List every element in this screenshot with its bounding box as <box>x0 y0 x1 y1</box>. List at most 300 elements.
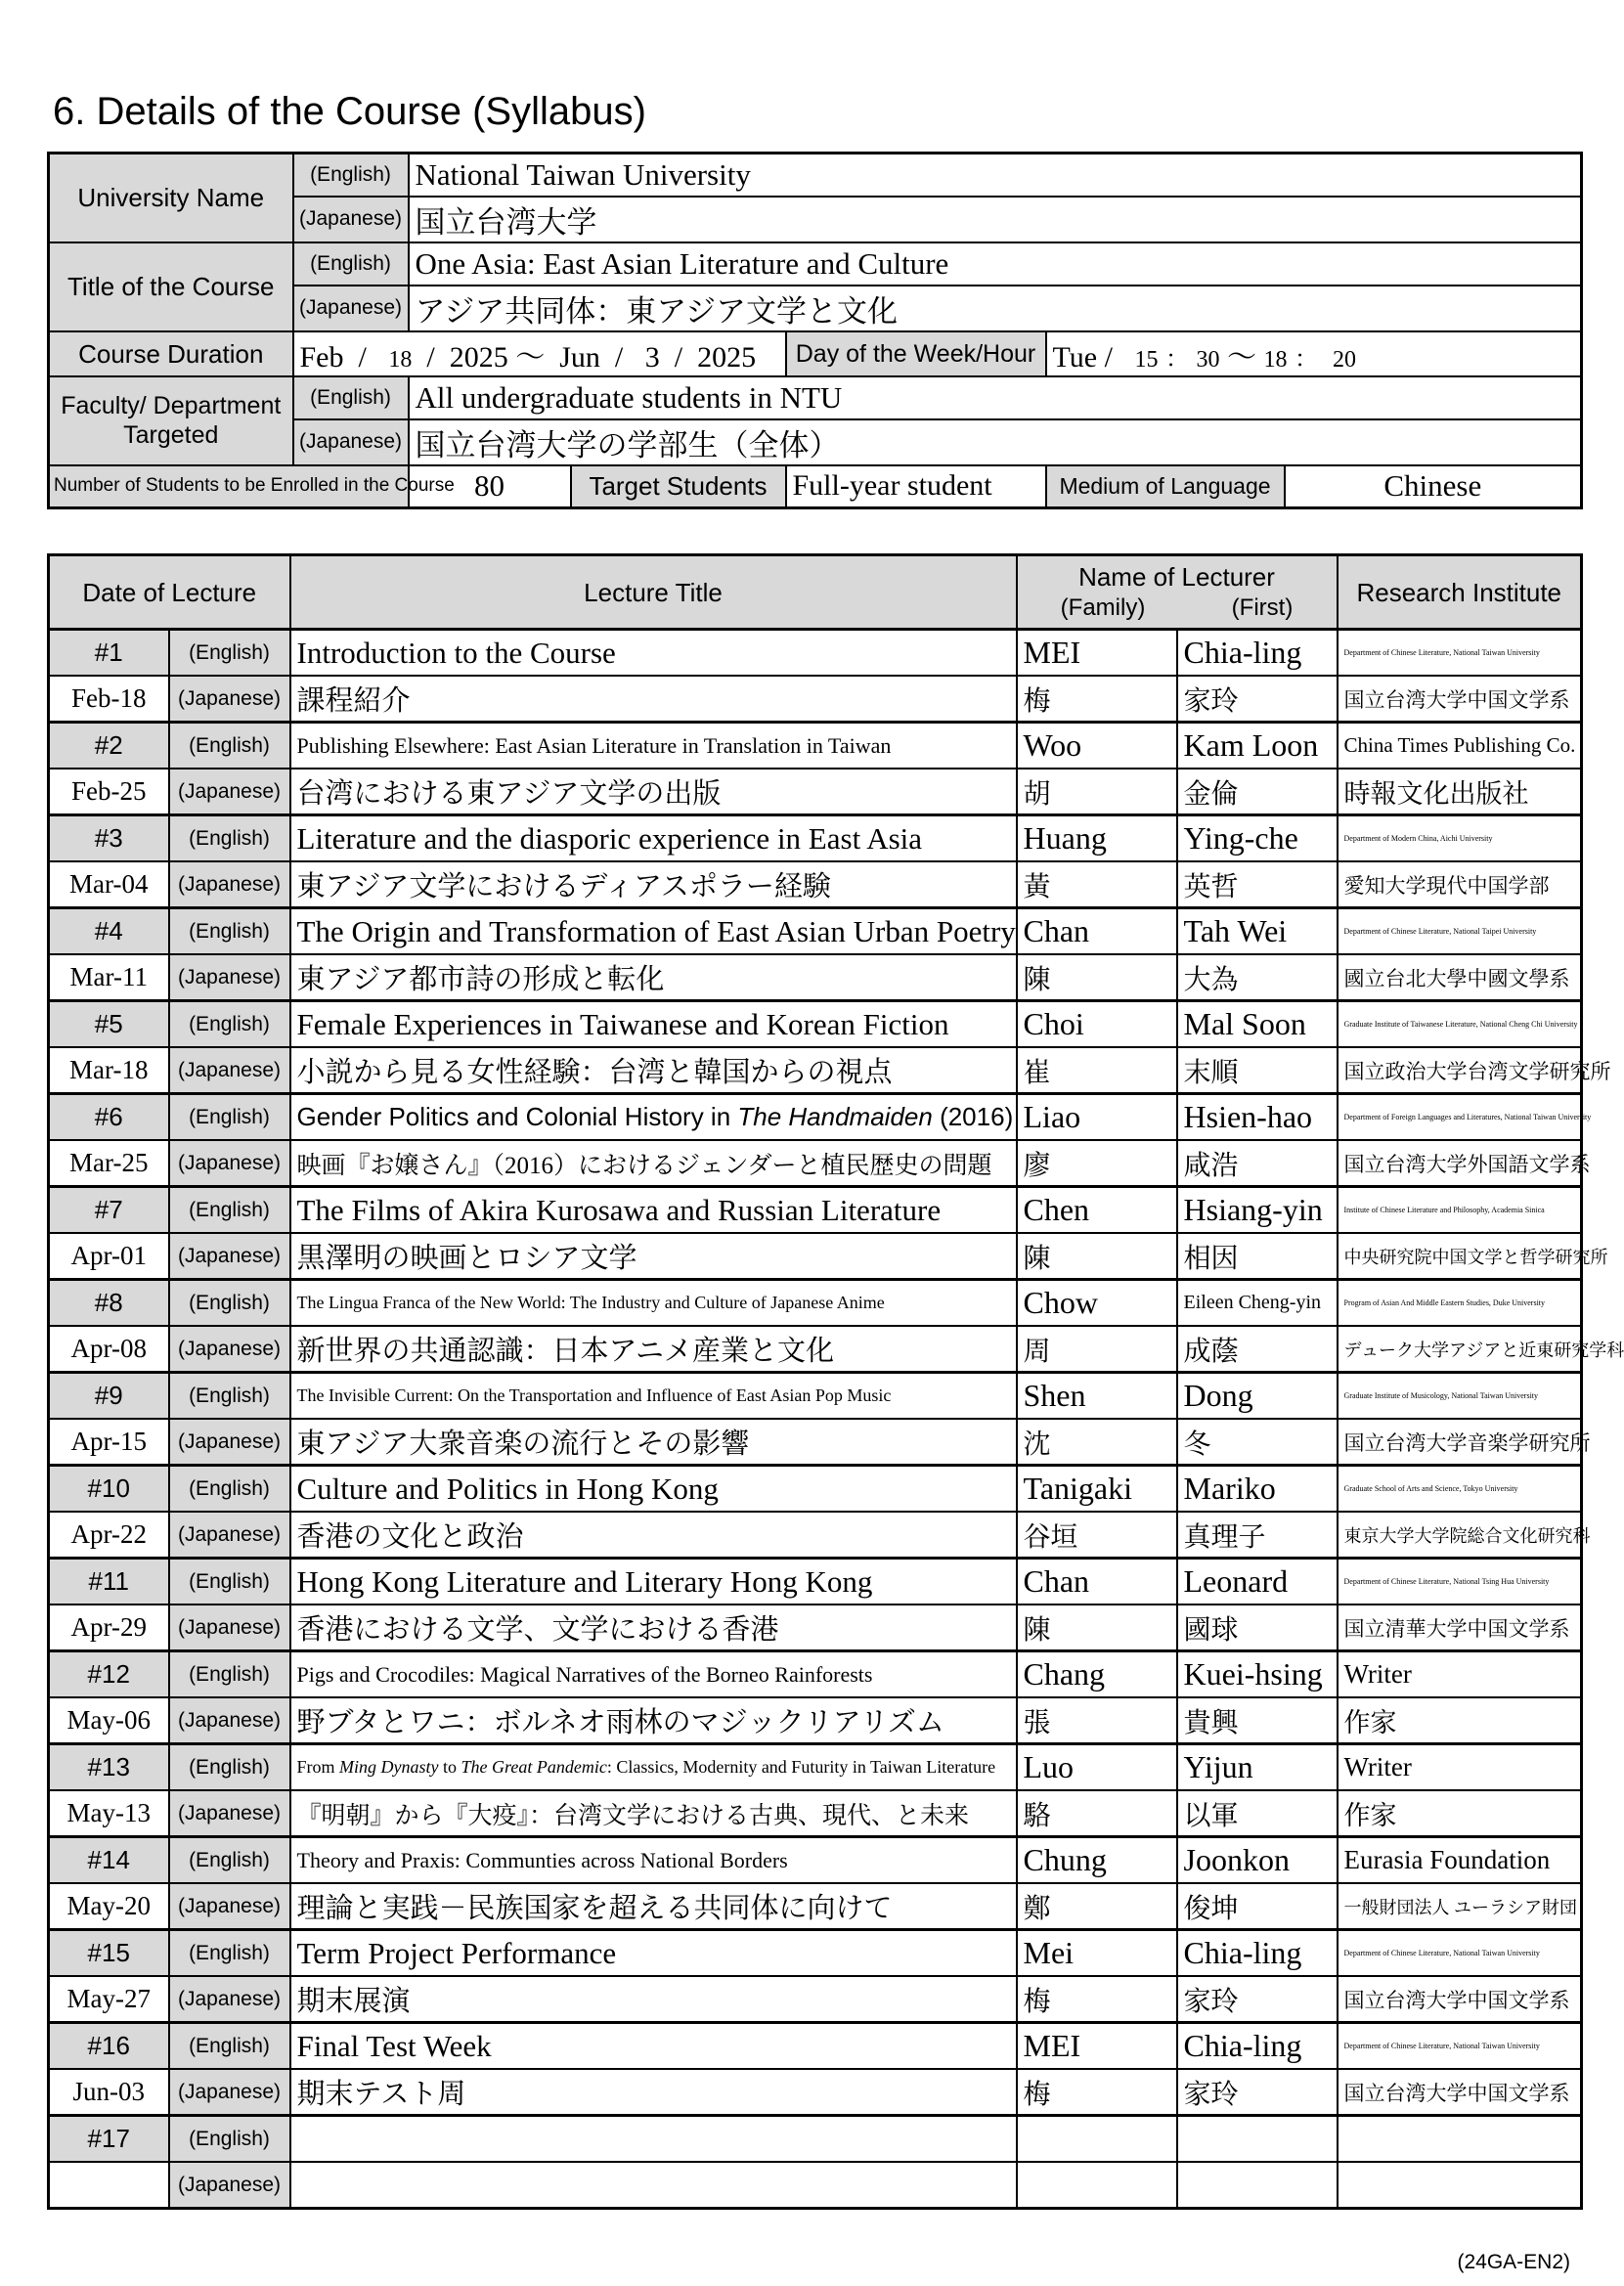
lecturer-first-jp: 大為 <box>1177 954 1338 1001</box>
lecture-title-en: The Invisible Current: On the Transportation and Influence of East Asian Pop Music <box>290 1373 1017 1420</box>
lecture-row-japanese <box>49 1697 1582 1744</box>
lecturer-family-jp: 谷垣 <box>1017 1512 1177 1559</box>
target-students-value: Full-year student <box>786 465 1046 508</box>
institute-jp: 時報文化出版社 <box>1338 769 1582 815</box>
lecture-date: May-06 <box>49 1697 169 1744</box>
lecture-row-english <box>49 1559 1582 1605</box>
lecture-number: #5 <box>49 1001 169 1048</box>
separator: / <box>1104 340 1113 374</box>
lecturer-first-jp: 相因 <box>1177 1233 1338 1280</box>
institute-jp: 国立清華大学中国文学系 <box>1338 1605 1582 1651</box>
lecture-row-japanese <box>49 1976 1582 2023</box>
lecturer-family-en: Choi <box>1017 1001 1177 1048</box>
institute-en: Department of Chinese Literature, National Taipei University <box>1338 908 1582 955</box>
lecture-number: #12 <box>49 1651 169 1698</box>
title-part: (2016) <box>932 1102 1014 1131</box>
university-name-jp: 国立台湾大学 <box>409 197 1582 242</box>
institute-en: Department of Chinese Literature, National Taiwan University <box>1338 1930 1582 1977</box>
lang-english: (English) <box>169 1094 290 1141</box>
lecture-title-en <box>290 1744 1017 1791</box>
institute-en: Writer <box>1338 1744 1582 1791</box>
lecturer-family-en: Chow <box>1017 1280 1177 1327</box>
lecture-row-japanese <box>49 861 1582 908</box>
lecturer-first-jp: 成蔭 <box>1177 1326 1338 1373</box>
lecture-date: Apr-29 <box>49 1605 169 1651</box>
medium-of-language-value: Chinese <box>1285 465 1582 508</box>
lecture-row-japanese <box>49 1512 1582 1559</box>
lang-english: (English) <box>169 1466 290 1513</box>
lang-japanese: (Japanese) <box>169 1326 290 1373</box>
lecture-row-english <box>49 1187 1582 1234</box>
lang-japanese: (Japanese) <box>169 861 290 908</box>
lang-japanese: (Japanese) <box>169 1419 290 1466</box>
lecture-number: #8 <box>49 1280 169 1327</box>
lecture-title-jp: 課程紹介 <box>290 676 1017 723</box>
institute-en: China Times Publishing Co. <box>1338 723 1582 769</box>
institute-en: Eurasia Foundation <box>1338 1837 1582 1884</box>
day: Tue <box>1052 340 1098 374</box>
lecture-title-jp: 新世界の共通認識：日本アニメ産業と文化 <box>290 1326 1017 1373</box>
lecture-title-en: Introduction to the Course <box>290 630 1017 677</box>
num-students-label: Number of Students to be Enrolled in the Course <box>49 465 409 508</box>
day-of-week-label: Day of the Week/Hour <box>786 331 1046 376</box>
lecture-date: Mar-11 <box>49 954 169 1001</box>
end-hour: 18 <box>1263 346 1288 373</box>
lecture-title-en: Hong Kong Literature and Literary Hong Kong <box>290 1559 1017 1605</box>
lecturer-first-jp: 家玲 <box>1177 2069 1338 2116</box>
lecturer-first-en: Kam Loon <box>1177 723 1338 769</box>
end-day: 3 <box>644 340 660 374</box>
lang-english: (English) <box>169 1930 290 1977</box>
lecture-row-english <box>49 1837 1582 1884</box>
lecturer-family-en: Chan <box>1017 908 1177 955</box>
course-title-label: Title of the Course <box>49 242 293 331</box>
lecturer-first-en: Chia-ling <box>1177 1930 1338 1977</box>
institute-jp: 作家 <box>1338 1697 1582 1744</box>
faculty-label: Faculty/ Department Targeted <box>49 376 293 465</box>
lang-english: (English) <box>169 1651 290 1698</box>
institute-jp: 国立台湾大学中国文学系 <box>1338 2069 1582 2116</box>
lang-english: (English) <box>169 630 290 677</box>
lecture-row-english <box>49 908 1582 955</box>
lecturer-family-jp: 陳 <box>1017 954 1177 1001</box>
lecturer-family-en: Huang <box>1017 815 1177 862</box>
lang-english: (English) <box>169 1001 290 1048</box>
lang-english: (English) <box>169 2023 290 2070</box>
lang-japanese: (Japanese) <box>169 2162 290 2209</box>
institute-jp: 東京大学大学院総合文化研究科 <box>1338 1512 1582 1559</box>
lang-english: (English) <box>169 723 290 769</box>
lecture-title-en: Theory and Praxis: Communties across National Borders <box>290 1837 1017 1884</box>
start-month: Feb <box>299 340 344 374</box>
institute-jp: 国立台湾大学中国文学系 <box>1338 676 1582 723</box>
lecture-row-english <box>49 815 1582 862</box>
lang-english: (English) <box>293 154 409 197</box>
title-part: to <box>438 1757 461 1777</box>
tilde: ～ <box>515 340 546 374</box>
title-part: From <box>296 1757 340 1777</box>
separator: / <box>426 340 435 374</box>
lecturer-family-jp: 沈 <box>1017 1419 1177 1466</box>
lang-english: (English) <box>169 1187 290 1234</box>
institute-en: Department of Foreign Languages and Literatures, National Taiwan University <box>1338 1094 1582 1141</box>
lang-japanese: (Japanese) <box>169 1976 290 2023</box>
lecture-title-jp: 『明朝』から『大疫』：台湾文学における古典、現代、と未来 <box>290 1790 1017 1837</box>
header-date: Date of Lecture <box>49 555 290 630</box>
lecture-title-en: Literature and the diasporic experience in East Asia <box>290 815 1017 862</box>
institute-en: Department of Modern China, Aichi University <box>1338 815 1582 862</box>
lecturer-family-en: Luo <box>1017 1744 1177 1791</box>
lecturer-first-en: Mariko <box>1177 1466 1338 1513</box>
header-family: (Family) <box>1060 593 1146 621</box>
institute-en: Program of Asian And Middle Eastern Studies, Duke University <box>1338 1280 1582 1327</box>
lecture-row-japanese <box>49 1419 1582 1466</box>
course-duration-label: Course Duration <box>49 331 293 376</box>
lecture-title-en: The Origin and Transformation of East Asian Urban Poetry <box>290 908 1017 955</box>
lecturer-family-jp: 鄭 <box>1017 1883 1177 1930</box>
lecture-number: #16 <box>49 2023 169 2070</box>
lang-english: (English) <box>293 376 409 419</box>
lecturer-family-en: Woo <box>1017 723 1177 769</box>
lecture-title-jp: 香港における文学、文学における香港 <box>290 1605 1017 1651</box>
end-month: Jun <box>559 340 600 374</box>
lecturer-first-jp: 金倫 <box>1177 769 1338 815</box>
lecturer-first-jp: 末順 <box>1177 1047 1338 1094</box>
lecturer-family-jp: 周 <box>1017 1326 1177 1373</box>
lang-english: (English) <box>169 908 290 955</box>
lecturer-family-jp: 梅 <box>1017 676 1177 723</box>
lang-english: (English) <box>169 1373 290 1420</box>
start-minute: 30 <box>1196 346 1220 373</box>
lecture-row-japanese <box>49 954 1582 1001</box>
lecturer-family-en: Chen <box>1017 1187 1177 1234</box>
lang-japanese: (Japanese) <box>169 1697 290 1744</box>
institute-en: Institute of Chinese Literature and Philosophy, Academia Sinica <box>1338 1187 1582 1234</box>
lecturer-first-jp: 貴興 <box>1177 1697 1338 1744</box>
lecture-number: #9 <box>49 1373 169 1420</box>
institute-en: Writer <box>1338 1651 1582 1698</box>
lecture-number: #10 <box>49 1466 169 1513</box>
lecture-date: Feb-18 <box>49 676 169 723</box>
lecture-number: #14 <box>49 1837 169 1884</box>
institute-jp: 国立政治大学台湾文学研究所 <box>1338 1047 1582 1094</box>
lecturer-first-jp: 國球 <box>1177 1605 1338 1651</box>
lecture-title-en: The Films of Akira Kurosawa and Russian Literature <box>290 1187 1017 1234</box>
header-title: Lecture Title <box>290 555 1017 630</box>
lecture-number: #3 <box>49 815 169 862</box>
lecturer-first-en <box>1177 2116 1338 2163</box>
lecture-row-english <box>49 1280 1582 1327</box>
book-title: The Great Pandemic <box>461 1757 607 1777</box>
lecture-date: Feb-25 <box>49 769 169 815</box>
lecturer-family-jp: 陳 <box>1017 1233 1177 1280</box>
university-name-en: National Taiwan University <box>409 154 1582 197</box>
lecture-title-jp <box>290 2162 1017 2209</box>
lecture-row-english <box>49 2023 1582 2070</box>
institute-en <box>1338 2116 1582 2163</box>
lecturer-family-en: MEI <box>1017 630 1177 677</box>
lecture-number: #4 <box>49 908 169 955</box>
lang-japanese: (Japanese) <box>169 2069 290 2116</box>
faculty-jp: 国立台湾大学の学部生（全体） <box>409 419 1582 465</box>
lecturer-first-jp: 真理子 <box>1177 1512 1338 1559</box>
lecturer-family-jp <box>1017 2162 1177 2209</box>
lecture-title-jp: 小説から見る女性経験：台湾と韓国からの視点 <box>290 1047 1017 1094</box>
lecturer-family-en: Shen <box>1017 1373 1177 1420</box>
lang-japanese: (Japanese) <box>169 1790 290 1837</box>
lecturer-first-en: Tah Wei <box>1177 908 1338 955</box>
lecturer-first-en: Chia-ling <box>1177 630 1338 677</box>
lang-english: (English) <box>169 1559 290 1605</box>
lecturer-family-jp: 崔 <box>1017 1047 1177 1094</box>
lecture-row-english <box>49 1744 1582 1791</box>
lecture-row-japanese <box>49 1047 1582 1094</box>
institute-jp: 國立台北大學中國文學系 <box>1338 954 1582 1001</box>
lecture-row-japanese <box>49 2069 1582 2116</box>
lecture-row-japanese <box>49 1140 1582 1187</box>
book-title: Ming Dynasty <box>339 1757 439 1777</box>
institute-en: Graduate Institute of Taiwanese Literature, National Cheng Chi University <box>1338 1001 1582 1048</box>
separator: / <box>614 340 624 374</box>
lecture-row-japanese <box>49 1883 1582 1930</box>
lecture-title-jp: 期末テスト周 <box>290 2069 1017 2116</box>
lecture-row-english <box>49 2116 1582 2163</box>
lecturer-family-jp: 梅 <box>1017 2069 1177 2116</box>
lang-japanese: (Japanese) <box>169 676 290 723</box>
lecture-title-jp: 台湾における東アジア文学の出版 <box>290 769 1017 815</box>
institute-jp: 国立台湾大学外国語文学系 <box>1338 1140 1582 1187</box>
lecture-row-english <box>49 630 1582 677</box>
lecture-date: Mar-04 <box>49 861 169 908</box>
lecture-number: #11 <box>49 1559 169 1605</box>
header-lecturer <box>1017 555 1338 630</box>
lecture-title-en: Female Experiences in Taiwanese and Korean Fiction <box>290 1001 1017 1048</box>
lang-english: (English) <box>169 815 290 862</box>
lang-english: (English) <box>169 2116 290 2163</box>
lang-japanese: (Japanese) <box>169 1140 290 1187</box>
lecture-number: #13 <box>49 1744 169 1791</box>
university-name-label: University Name <box>49 154 293 242</box>
lecture-title-jp: 映画『お嬢さん』（2016）におけるジェンダーと植民歴史の問題 <box>290 1140 1017 1187</box>
lecture-title-en: Pigs and Crocodiles: Magical Narratives of the Borneo Rainforests <box>290 1651 1017 1698</box>
end-minute: 20 <box>1332 346 1356 373</box>
course-duration-value <box>293 331 786 376</box>
lecture-date: May-13 <box>49 1790 169 1837</box>
lecturer-first-en: Hsien-hao <box>1177 1094 1338 1141</box>
lecturer-first-jp: 俊坤 <box>1177 1883 1338 1930</box>
lang-japanese: (Japanese) <box>293 197 409 242</box>
lecturer-first-en: Ying-che <box>1177 815 1338 862</box>
lecturer-first-jp: 家玲 <box>1177 676 1338 723</box>
start-year: 2025 <box>449 340 508 374</box>
tilde: ～ <box>1226 340 1256 374</box>
institute-jp <box>1338 2162 1582 2209</box>
title-part: : Classics, Modernity and Futurity in Taiwan Literature <box>606 1757 996 1777</box>
lecture-row-english <box>49 1001 1582 1048</box>
lecture-title-jp: 東アジア大衆音楽の流行とその影響 <box>290 1419 1017 1466</box>
lecture-row-english <box>49 1094 1582 1141</box>
institute-jp: 国立台湾大学中国文学系 <box>1338 1976 1582 2023</box>
lang-english: (English) <box>169 1744 290 1791</box>
lang-japanese: (Japanese) <box>169 954 290 1001</box>
lecture-row-japanese <box>49 1233 1582 1280</box>
institute-en: Department of Chinese Literature, National Taiwan University <box>1338 2023 1582 2070</box>
lecturer-first-en: Kuei-hsing <box>1177 1651 1338 1698</box>
lecturer-first-en: Chia-ling <box>1177 2023 1338 2070</box>
lecture-row-japanese <box>49 1605 1582 1651</box>
lang-english: (English) <box>169 1837 290 1884</box>
lecturer-family-jp: 梅 <box>1017 1976 1177 2023</box>
lang-japanese: (Japanese) <box>293 286 409 331</box>
separator: / <box>358 340 367 374</box>
header-institute: Research Institute <box>1338 555 1582 630</box>
lecture-row-english <box>49 723 1582 769</box>
lecture-row-japanese <box>49 1326 1582 1373</box>
institute-jp: 愛知大学現代中国学部 <box>1338 861 1582 908</box>
target-students-label: Target Students <box>571 465 786 508</box>
colon: ： <box>1294 346 1318 373</box>
institute-en: Department of Chinese Literature, National Taiwan University <box>1338 630 1582 677</box>
lecturer-family-jp: 廖 <box>1017 1140 1177 1187</box>
page-title: 6. Details of the Course (Syllabus) <box>53 90 646 133</box>
lang-japanese: (Japanese) <box>169 1512 290 1559</box>
medium-of-language-label: Medium of Language <box>1046 465 1285 508</box>
lecture-title-en: Publishing Elsewhere: East Asian Literature in Translation in Taiwan <box>290 723 1017 769</box>
lecturer-first-jp: 冬 <box>1177 1419 1338 1466</box>
lecture-title-jp: 香港の文化と政治 <box>290 1512 1017 1559</box>
institute-jp: 一般財団法人 ユーラシア財団 <box>1338 1883 1582 1930</box>
lecturer-family-jp: 黃 <box>1017 861 1177 908</box>
lecturer-first-en: Eileen Cheng-yin <box>1177 1280 1338 1327</box>
lecture-title-jp: 黒澤明の映画とロシア文学 <box>290 1233 1017 1280</box>
institute-jp: 国立台湾大学音楽学研究所 <box>1338 1419 1582 1466</box>
lecture-date: May-27 <box>49 1976 169 2023</box>
lecture-number: #17 <box>49 2116 169 2163</box>
lecture-date: Jun-03 <box>49 2069 169 2116</box>
faculty-en: All undergraduate students in NTU <box>409 376 1582 419</box>
lang-english: (English) <box>293 242 409 286</box>
lecturer-first-jp: 家玲 <box>1177 1976 1338 2023</box>
lecturer-first-en: Joonkon <box>1177 1837 1338 1884</box>
start-hour: 15 <box>1134 346 1159 373</box>
lecture-title-en: The Lingua Franca of the New World: The Industry and Culture of Japanese Anime <box>290 1280 1017 1327</box>
colon: ： <box>1164 346 1189 373</box>
lecture-schedule-table <box>47 553 1624 2210</box>
institute-en: Department of Chinese Literature, National Tsing Hua University <box>1338 1559 1582 1605</box>
lecturer-first-en: Hsiang-yin <box>1177 1187 1338 1234</box>
lecturer-family-en: Chan <box>1017 1559 1177 1605</box>
separator: / <box>674 340 683 374</box>
film-title: The Handmaiden <box>737 1102 933 1131</box>
lecturer-first-jp: 以軍 <box>1177 1790 1338 1837</box>
lecture-date: May-20 <box>49 1883 169 1930</box>
lecturer-family-en: Liao <box>1017 1094 1177 1141</box>
lang-japanese: (Japanese) <box>169 1605 290 1651</box>
lecturer-family-en: Chang <box>1017 1651 1177 1698</box>
lecturer-family-en: Mei <box>1017 1930 1177 1977</box>
header-first: (First) <box>1231 593 1294 621</box>
lecture-number: #2 <box>49 723 169 769</box>
num-students-value: 80 <box>409 465 571 508</box>
institute-jp: デューク大学アジアと近東研究学科 <box>1338 1326 1582 1373</box>
lecturer-first-en: Dong <box>1177 1373 1338 1420</box>
lecture-title-en <box>290 1094 1017 1141</box>
course-title-jp: アジア共同体：東アジア文学と文化 <box>409 286 1582 331</box>
lecture-title-en: Culture and Politics in Hong Kong <box>290 1466 1017 1513</box>
lang-english: (English) <box>169 1280 290 1327</box>
lecture-date <box>49 2162 169 2209</box>
lecture-date: Mar-18 <box>49 1047 169 1094</box>
lecturer-first-jp: 咸浩 <box>1177 1140 1338 1187</box>
header-lecturer-name: Name of Lecturer <box>1078 561 1275 592</box>
lecture-date: Mar-25 <box>49 1140 169 1187</box>
lecture-date: Apr-08 <box>49 1326 169 1373</box>
lecture-title-jp: 期末展演 <box>290 1976 1017 2023</box>
lang-japanese: (Japanese) <box>169 1883 290 1930</box>
day-hour-value <box>1046 331 1582 376</box>
lecturer-family-jp: 胡 <box>1017 769 1177 815</box>
lecture-row-english <box>49 1466 1582 1513</box>
institute-en: Graduate School of Arts and Science, Tokyo University <box>1338 1466 1582 1513</box>
lecture-title-en <box>290 2116 1017 2163</box>
lecture-row-english <box>49 1651 1582 1698</box>
lecture-title-jp: 東アジア都市詩の形成と転化 <box>290 954 1017 1001</box>
lecture-date: Apr-22 <box>49 1512 169 1559</box>
lecturer-family-jp: 張 <box>1017 1697 1177 1744</box>
title-part: Gender Politics and Colonial History in <box>296 1102 738 1131</box>
lecturer-first-en: Mal Soon <box>1177 1001 1338 1048</box>
lecture-number: #6 <box>49 1094 169 1141</box>
lecture-number: #15 <box>49 1930 169 1977</box>
institute-en: Graduate Institute of Musicology, National Taiwan University <box>1338 1373 1582 1420</box>
lecturer-family-jp: 駱 <box>1017 1790 1177 1837</box>
end-year: 2025 <box>697 340 757 374</box>
institute-jp: 作家 <box>1338 1790 1582 1837</box>
lecturer-family-en: MEI <box>1017 2023 1177 2070</box>
lecture-date: Apr-01 <box>49 1233 169 1280</box>
lecturer-first-jp <box>1177 2162 1338 2209</box>
lang-japanese: (Japanese) <box>169 1233 290 1280</box>
lecturer-first-jp: 英哲 <box>1177 861 1338 908</box>
course-title-en: One Asia: East Asian Literature and Culture <box>409 242 1582 286</box>
lecturer-first-en: Yijun <box>1177 1744 1338 1791</box>
lecture-row-english <box>49 1373 1582 1420</box>
lecture-row-english <box>49 1930 1582 1977</box>
lecture-title-jp: 東アジア文学におけるディアスポラー経験 <box>290 861 1017 908</box>
lecture-title-jp: 理論と実践－民族国家を超える共同体に向けて <box>290 1883 1017 1930</box>
lecture-row-japanese <box>49 1790 1582 1837</box>
lecturer-first-en: Leonard <box>1177 1559 1338 1605</box>
lecturer-family-jp: 陳 <box>1017 1605 1177 1651</box>
lecture-title-en: Final Test Week <box>290 2023 1017 2070</box>
lecture-row-japanese <box>49 769 1582 815</box>
lecture-title-en: Term Project Performance <box>290 1930 1017 1977</box>
lang-japanese: (Japanese) <box>169 1047 290 1094</box>
lang-japanese: (Japanese) <box>293 419 409 465</box>
lang-japanese: (Japanese) <box>169 769 290 815</box>
lecturer-family-en <box>1017 2116 1177 2163</box>
lecture-number: #7 <box>49 1187 169 1234</box>
lecture-row-japanese <box>49 2162 1582 2209</box>
course-info-table <box>47 152 1583 509</box>
lecture-number: #1 <box>49 630 169 677</box>
lecture-row-japanese <box>49 676 1582 723</box>
form-code: (24GA-EN2) <box>1457 2251 1570 2273</box>
lecturer-family-en: Chung <box>1017 1837 1177 1884</box>
lecture-title-jp: 野ブタとワニ：ボルネオ雨林のマジックリアリズム <box>290 1697 1017 1744</box>
lecture-date: Apr-15 <box>49 1419 169 1466</box>
lecturer-family-en: Tanigaki <box>1017 1466 1177 1513</box>
